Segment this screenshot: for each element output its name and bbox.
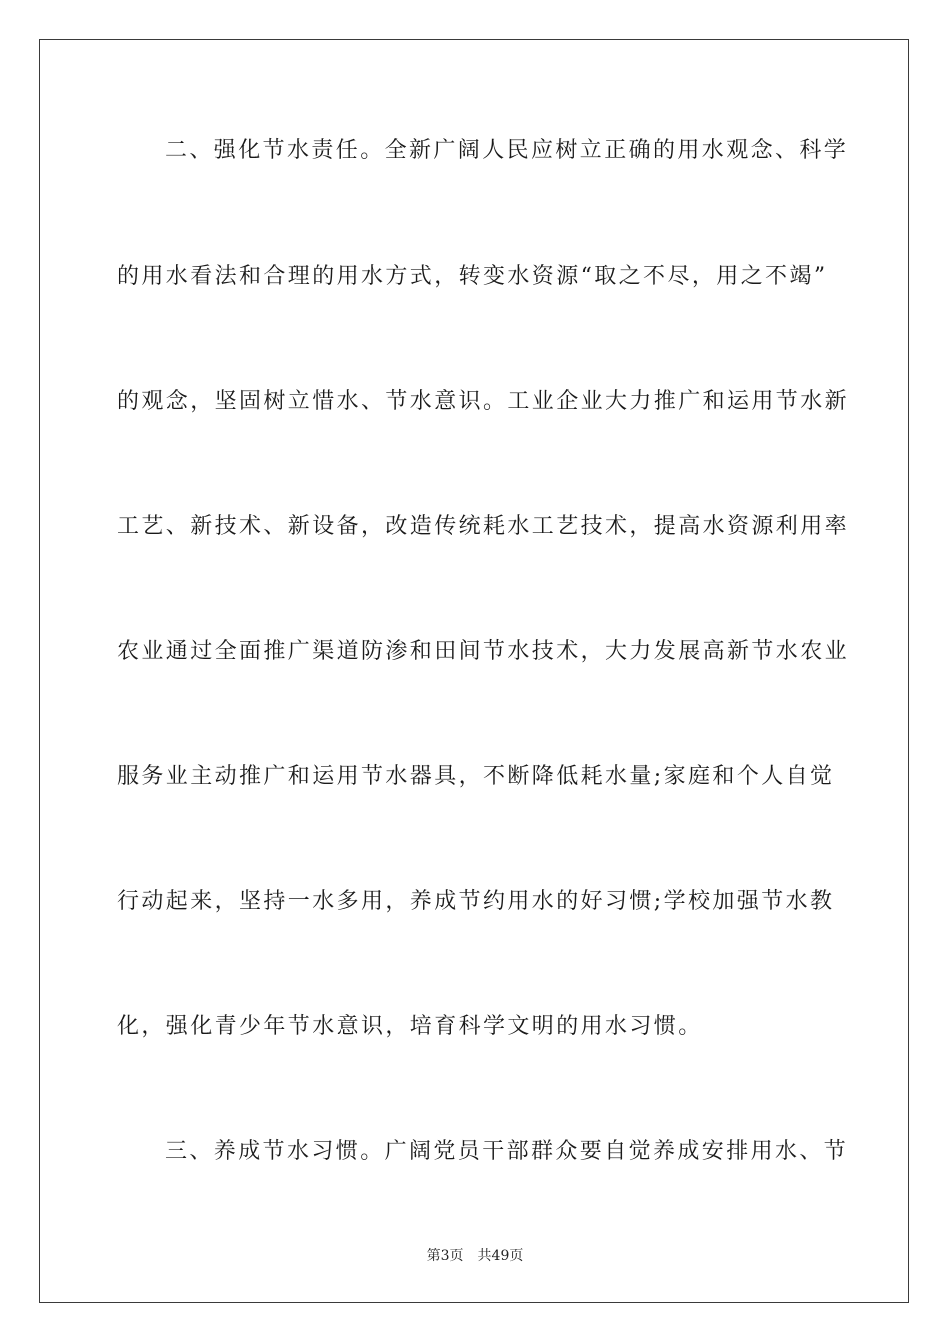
paragraph-2-line-1: 三、养成节水习惯。广阔党员干部群众要自觉养成安排用水、节 — [165, 1139, 849, 1164]
paragraph-1-line-4: 工艺、新技术、新设备，改造传统耗水工艺技术，提高水资源利用率 — [117, 514, 850, 539]
paragraph-1-line-5: 农业通过全面推广渠道防渗和田间节水技术，大力发展高新节水农业 — [117, 639, 850, 664]
paragraph-1-line-6: 服务业主动推广和运用节水器具，不断降低耗水量;家庭和个人自觉 — [117, 764, 835, 789]
paragraph-1-line-1: 二、强化节水责任。全新广阔人民应树立正确的用水观念、科学 — [165, 138, 849, 163]
page-number: 第3页 — [426, 1248, 464, 1264]
paragraph-1-line-8: 化，强化青少年节水意识，培育科学文明的用水习惯。 — [117, 1014, 703, 1039]
paragraph-1-line-2: 的用水看法和合理的用水方式，转变水资源“取之不尽，用之不竭” — [117, 264, 828, 289]
page-total: 共49页 — [477, 1248, 524, 1264]
paragraph-1-line-7: 行动起来，坚持一水多用，养成节约用水的好习惯;学校加强节水教 — [117, 889, 835, 914]
page-border — [39, 39, 909, 1303]
page-footer — [0, 1247, 950, 1265]
paragraph-1-line-3: 的观念，坚固树立惜水、节水意识。工业企业大力推广和运用节水新 — [117, 389, 850, 414]
